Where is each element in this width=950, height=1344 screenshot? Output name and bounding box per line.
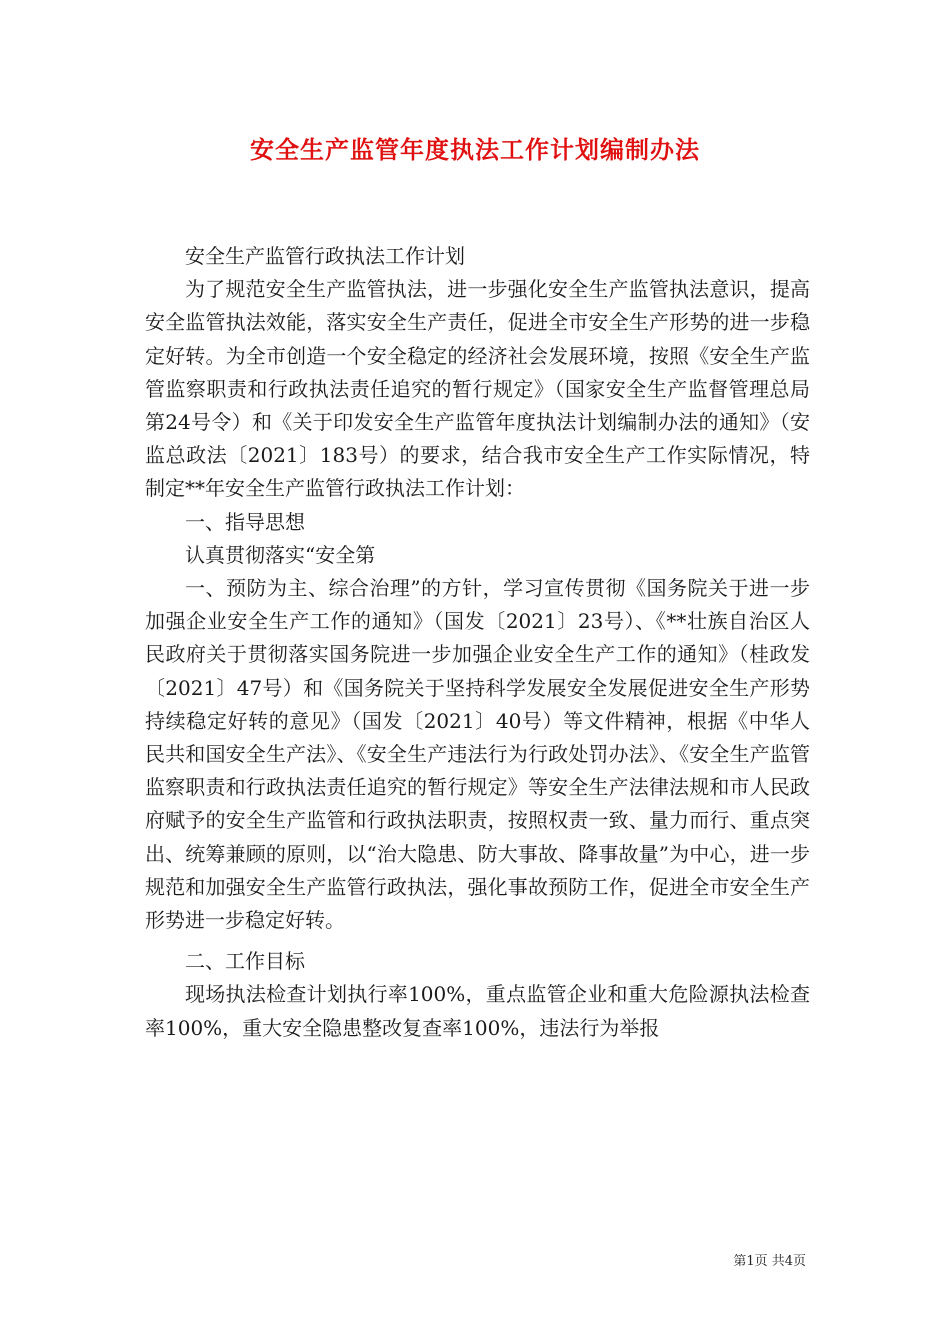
document-body — [145, 240, 810, 1045]
document-title: 安全生产监管年度执法工作计划编制办法 — [250, 136, 700, 164]
paragraph-work-goals: 现场执法检查计划执行率100%，重点监管企业和重大危险源执法检查率100%，重大安全隐患整改复查率100%，违法行为举报 — [145, 982, 810, 1040]
paragraph-guiding-lead: 认真贯彻落实“安全第 — [185, 542, 376, 567]
paragraph-subtitle: 安全生产监管行政执法工作计划 — [185, 244, 465, 268]
heading-guiding-ideology: 一、指导思想 — [185, 509, 305, 534]
paragraph-intro: 为了规范安全生产监管执法，进一步强化安全生产监管执法意识，提高安全监管执法效能，落实安全生产责任，促进全市安全生产形势的进一步稳定好转。为全市创造一个安全稳定的经济社会发展环境，按照《安全生产监管监察职责和行政执法责任追究的暂行规定》（国家安全生产监督管理总局第24号令）和《关于印发安全生产监管年度执法计划编制办法的通知》（安监总政法〔2021〕183号）的要求，结合我市安全生产工作实际情况，特制定**年安全生产监管行政执法工作计划： — [145, 277, 810, 501]
heading-work-goals: 二、工作目标 — [185, 949, 305, 974]
paragraph-guiding-body: 一、预防为主、综合治理”的方针，学习宣传贯彻《国务院关于进一步加强企业安全生产工作的通知》（国发〔2021〕23号）、《**壮族自治区人民政府关于贯彻落实国务院进一步加强企业安全生产工作的通知》（桂政发〔2021〕47号）和《国务院关于坚持科学发展安全发展促进安全生产形势持续稳定好转的意见》（国发〔2021〕40号）等文件精神，根据《中华人民共和国安全生产法》、《安全生产违法行为行政处罚办法》、《安全生产监管监察职责和行政执法责任追究的暂行规定》等安全生产法律法规和市人民政府赋予的安全生产监管和行政执法职责，按照权责一致、量力而行、重点突出、统筹兼顾的原则，以“治大隐患、防大事故、降事故量”为中心，进一步规范和加强安全生产监管行政执法，强化事故预防工作，促进全市安全生产形势进一步稳定好转。 — [145, 576, 810, 933]
page-number: 第1页 共4页 — [733, 1254, 806, 1269]
